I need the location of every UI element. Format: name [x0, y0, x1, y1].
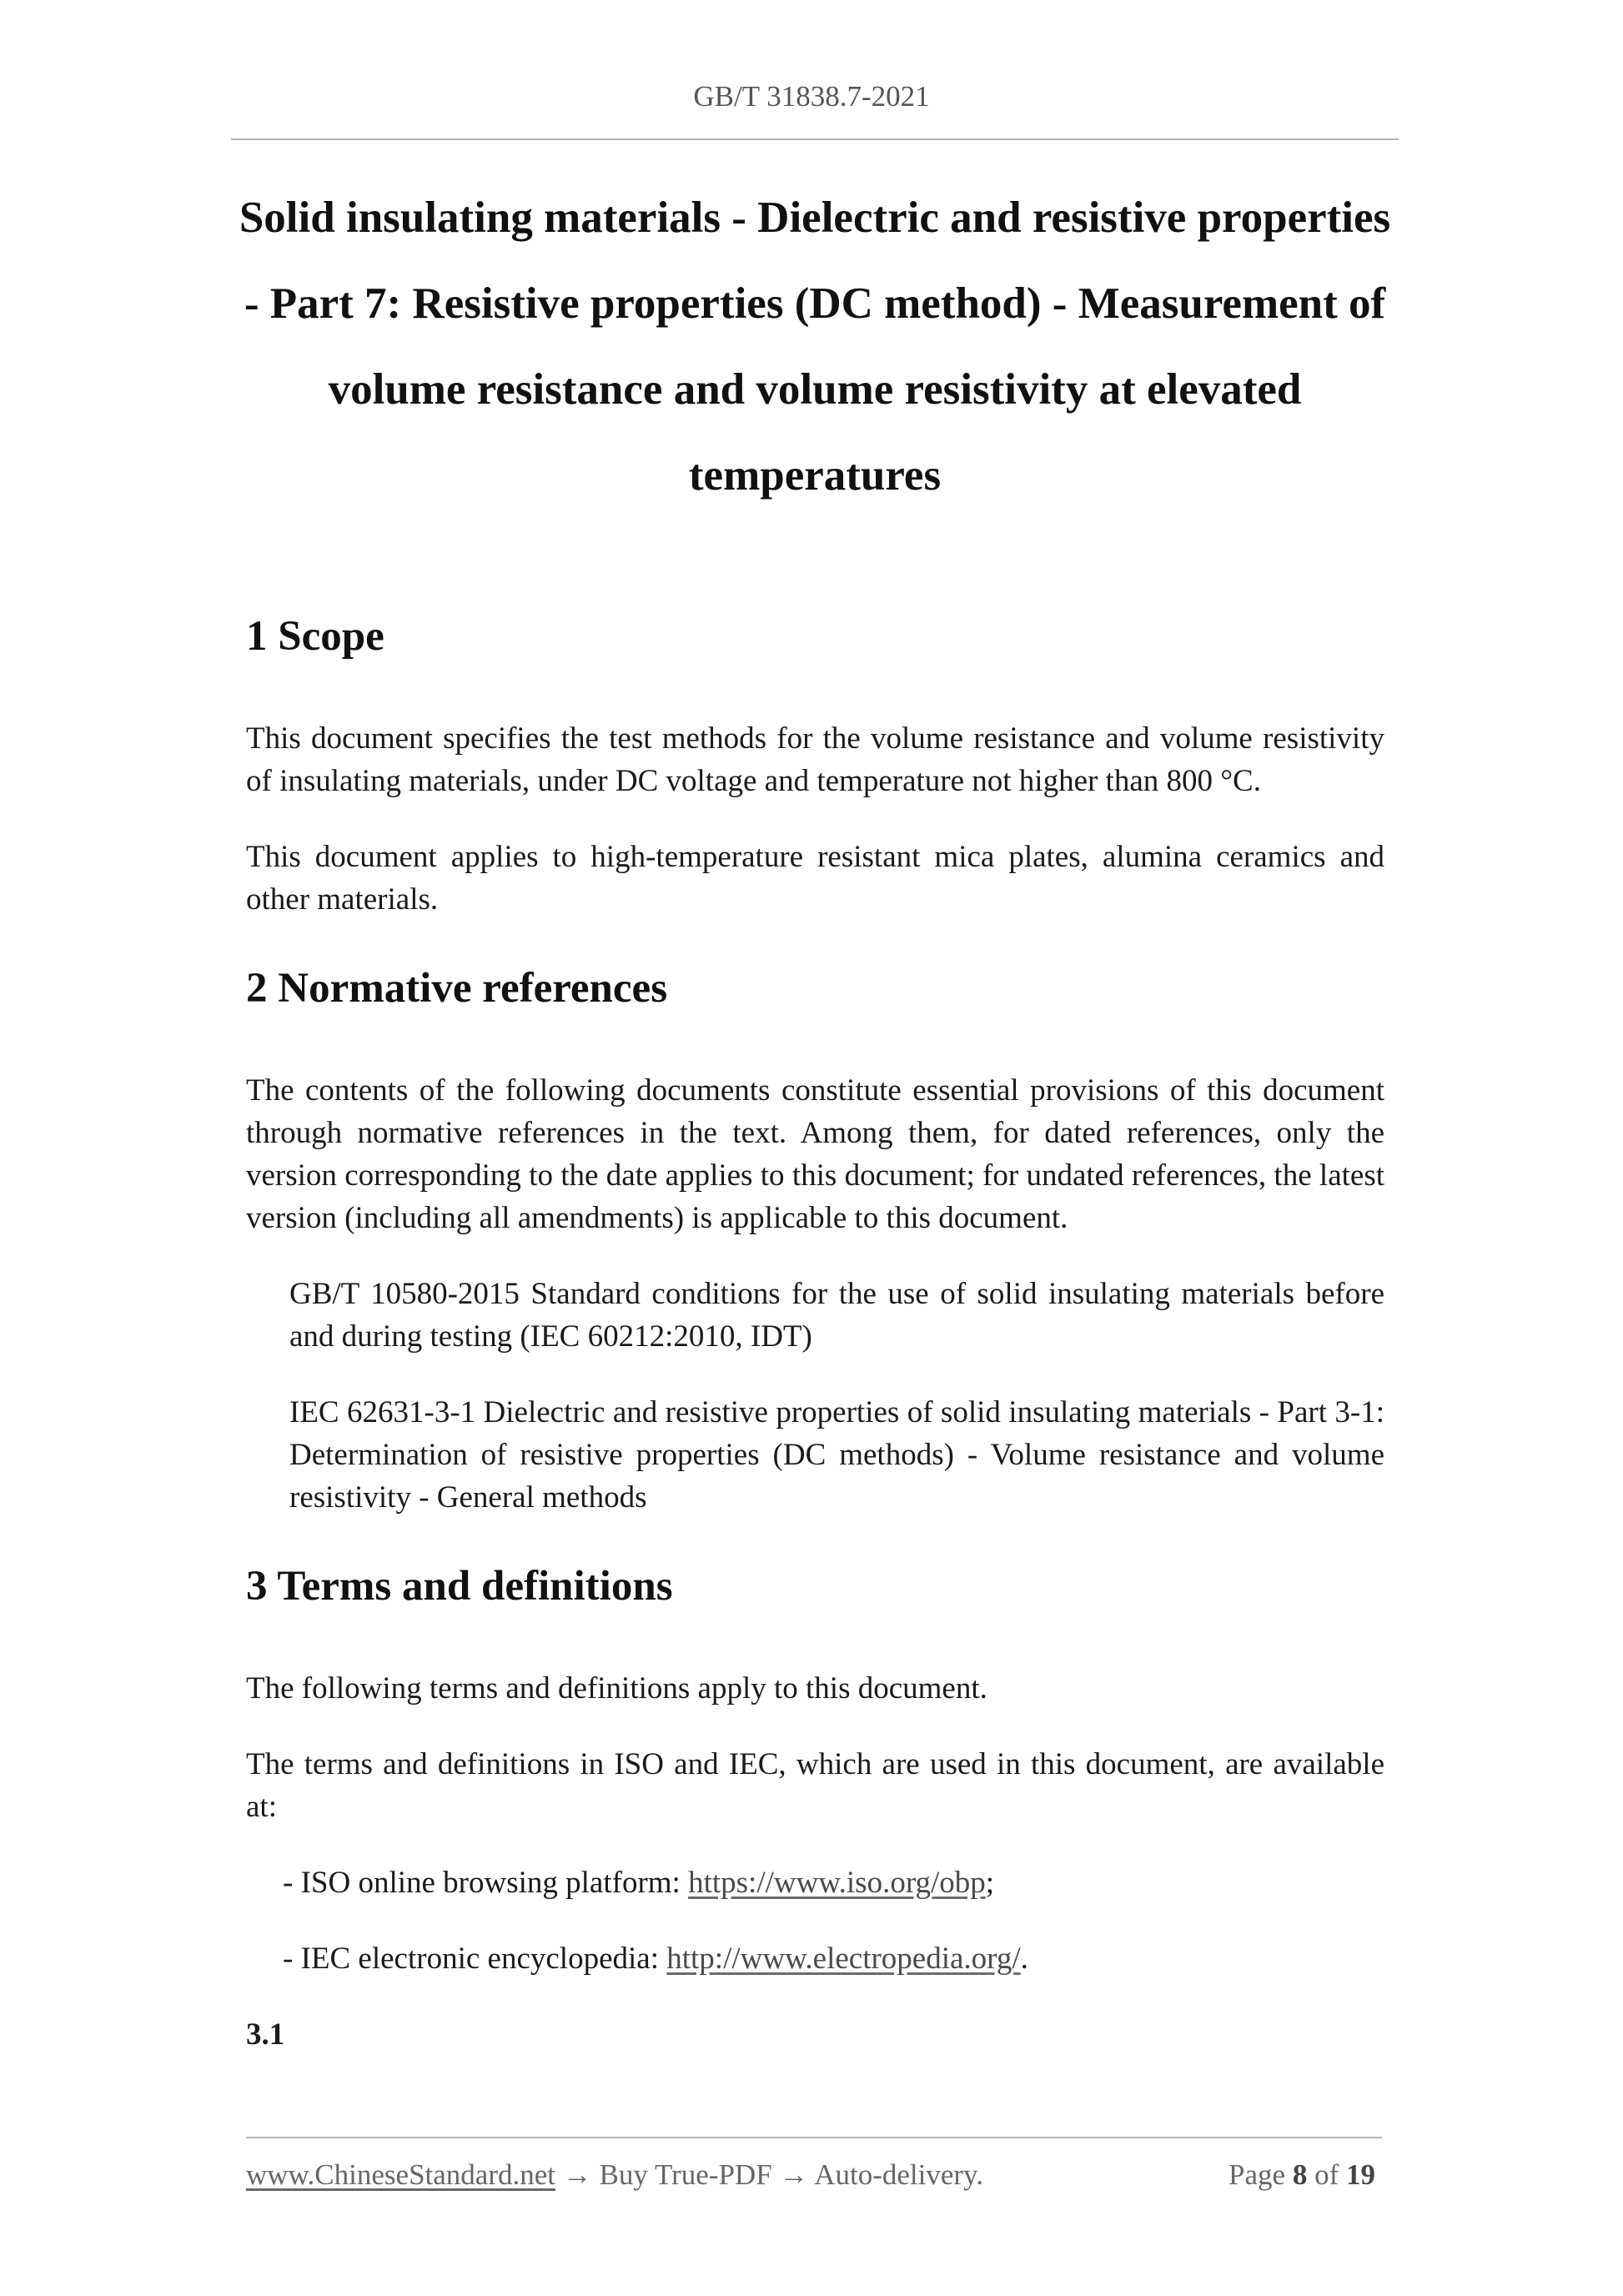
scope-paragraph-2: This document applies to high-temperature resistant mica plates, alumina ceramics and other materials.	[246, 840, 1384, 917]
iso-platform-label: - ISO online browsing platform:	[283, 1866, 689, 1900]
section-heading-scope: 1 Scope	[246, 613, 384, 660]
iec-encyclopedia-item	[246, 1937, 1384, 1980]
page-current: 8	[1292, 2158, 1308, 2191]
section-heading-normative-references: 2 Normative references	[246, 965, 668, 1012]
page-label: Page	[1229, 2158, 1286, 2191]
header-standard-code: GB/T 31838.7-2021	[693, 80, 930, 113]
page-total: 19	[1346, 2158, 1375, 2191]
terms-paragraph-1: The following terms and definitions apply to this document.	[246, 1671, 987, 1706]
footer-divider	[246, 2137, 1382, 2138]
page-number-indicator	[1229, 2153, 1375, 2197]
footer-site-link[interactable]: www.ChineseStandard.net	[246, 2158, 555, 2191]
scope-paragraph-1: This document specifies the test methods for the volume resistance and volume resistivity of insulating materials, under DC voltage and temperature not higher than 800 °C.	[246, 721, 1384, 798]
iso-platform-link[interactable]: https://www.iso.org/obp	[688, 1866, 986, 1900]
normative-paragraph: The contents of the following documents constitute essential provisions of this document through normative references in the text. Among them, for dated references, only the version corresponding to the date applies to this document; for undated references, the latest version (including all amendments) is applicable to this document.	[246, 1073, 1384, 1235]
clause-number: 3.1	[246, 2017, 285, 2052]
iec-encyclopedia-suffix: .	[1020, 1942, 1028, 1976]
iec-encyclopedia-link[interactable]: http://www.electropedia.org/	[666, 1942, 1021, 1976]
section-terms-definitions	[246, 1557, 1384, 2056]
document-title: Solid insulating materials - Dielectric and resistive properties - Part 7: Resistive properties (DC method) - Measurement of volume resistance and volume resistivity at elevated temperatures	[239, 193, 1391, 500]
document-body	[246, 607, 1384, 2056]
section-heading-terms-definitions: 3 Terms and definitions	[246, 1563, 673, 1610]
footer-promo	[246, 2153, 983, 2197]
section-normative-references	[246, 959, 1384, 1519]
iso-platform-suffix: ;	[985, 1866, 995, 1900]
header-divider	[231, 138, 1399, 140]
iso-platform-item	[246, 1861, 1384, 1904]
page-footer	[246, 2153, 1382, 2197]
page-of-label: of	[1314, 2158, 1339, 2191]
reference-item-iec-62631: IEC 62631-3-1 Dielectric and resistive properties of solid insulating materials - Part 3-1: Determination of resistive properties (DC methods) - Volume resistance and volume resistivity - General methods	[289, 1395, 1384, 1515]
reference-item-gbt-10580: GB/T 10580-2015 Standard conditions for the use of solid insulating materials before and during testing (IEC 60212:2010, IDT)	[289, 1277, 1384, 1354]
iec-encyclopedia-label: - IEC electronic encyclopedia:	[283, 1942, 667, 1976]
terms-paragraph-2: The terms and definitions in ISO and IEC, which are used in this document, are available at:	[246, 1747, 1384, 1824]
section-scope	[246, 607, 1384, 921]
footer-tagline: → Buy True-PDF → Auto-delivery.	[555, 2158, 984, 2191]
